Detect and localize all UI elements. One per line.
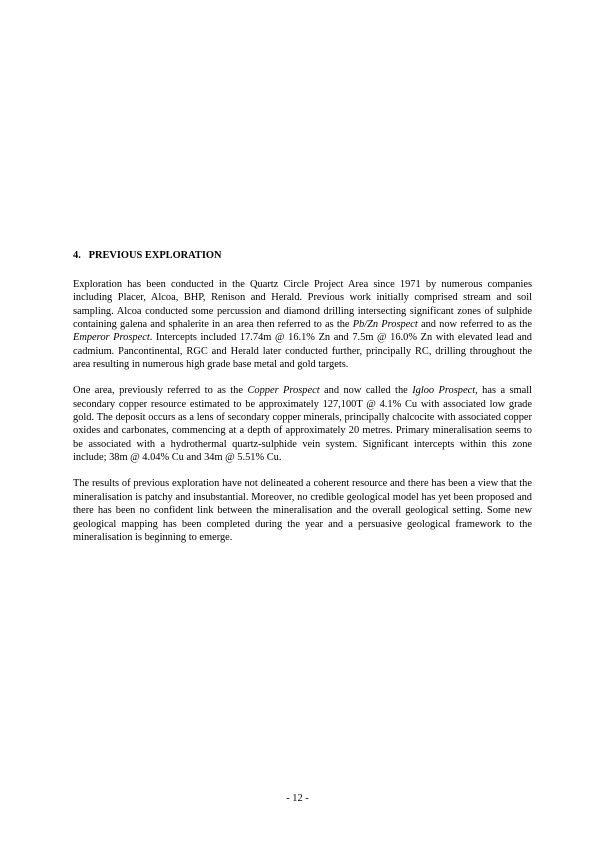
prospect-name: Igloo Prospect, <box>412 385 478 397</box>
section-heading <box>73 248 532 264</box>
prospect-name: Emperor Prospect <box>73 332 150 344</box>
paragraph-text: and now referred to as the <box>417 319 532 331</box>
page-number: - 12 - <box>286 793 309 804</box>
paragraph-text: has a small secondary copper resource estimated to be approximately 127,100T @ 4.1% Cu with associated low grade gold. The deposit occurs as a lens of secondary copper minerals, principally chalcocite with associated copper oxides and carbonates, commencing at a depth of approximately 20 metres. Primary mineralisation seems to be associated with a hydrothermal quartz-sulphide vein system. Significant intercepts within this zone include; 38m @ 4.04% Cu and 34m @ 5.51% Cu. <box>73 385 533 464</box>
section-title: PREVIOUS EXPLORATION <box>88 250 222 261</box>
prospect-name: Pb/Zn Prospect <box>352 319 418 331</box>
section-number: 4. <box>73 250 81 261</box>
prospect-name: Copper Prospect <box>247 385 320 397</box>
paragraph-text: and now called the <box>319 385 413 397</box>
paragraph-text: One area, previously referred to as the <box>73 385 248 397</box>
paragraph-exploration-history <box>73 278 532 371</box>
document-body <box>73 248 532 557</box>
paragraph-igloo-prospect <box>73 384 532 464</box>
paragraph-results-summary <box>73 477 532 544</box>
paragraph-text: Exploration has been conducted in the Quartz Circle Project Area since 1971 by numerous companies including Placer, Alcoa, BHP, Renison and Herald. Previous work initially comprised stream and soil sampling. Alcoa conducted some percussion and diamond drilling intersecting significant zones of sulphide containing galena and sphalerite in an area then referred to as the <box>73 279 532 331</box>
paragraph-text: . Intercepts included 17.74m @ 16.1% Zn and 7.5m @ 16.0% Zn with elevated lead and cadmium. Pancontinental, RGC and Herald later conducted further, principally RC, drilling throughout the area resulting in numerous high grade base metal and gold targets. <box>73 332 532 371</box>
paragraph-text: The results of previous exploration have not delineated a coherent resource and there has been a view that the mineralisation is patchy and insubstantial. Moreover, no credible geological model has yet been proposed and there has been no confident link between the mineralisation and the overall geological setting. Some new geological mapping has been completed during the year and a persuasive geological framework to the mineralisation is beginning to emerge. <box>73 478 532 543</box>
